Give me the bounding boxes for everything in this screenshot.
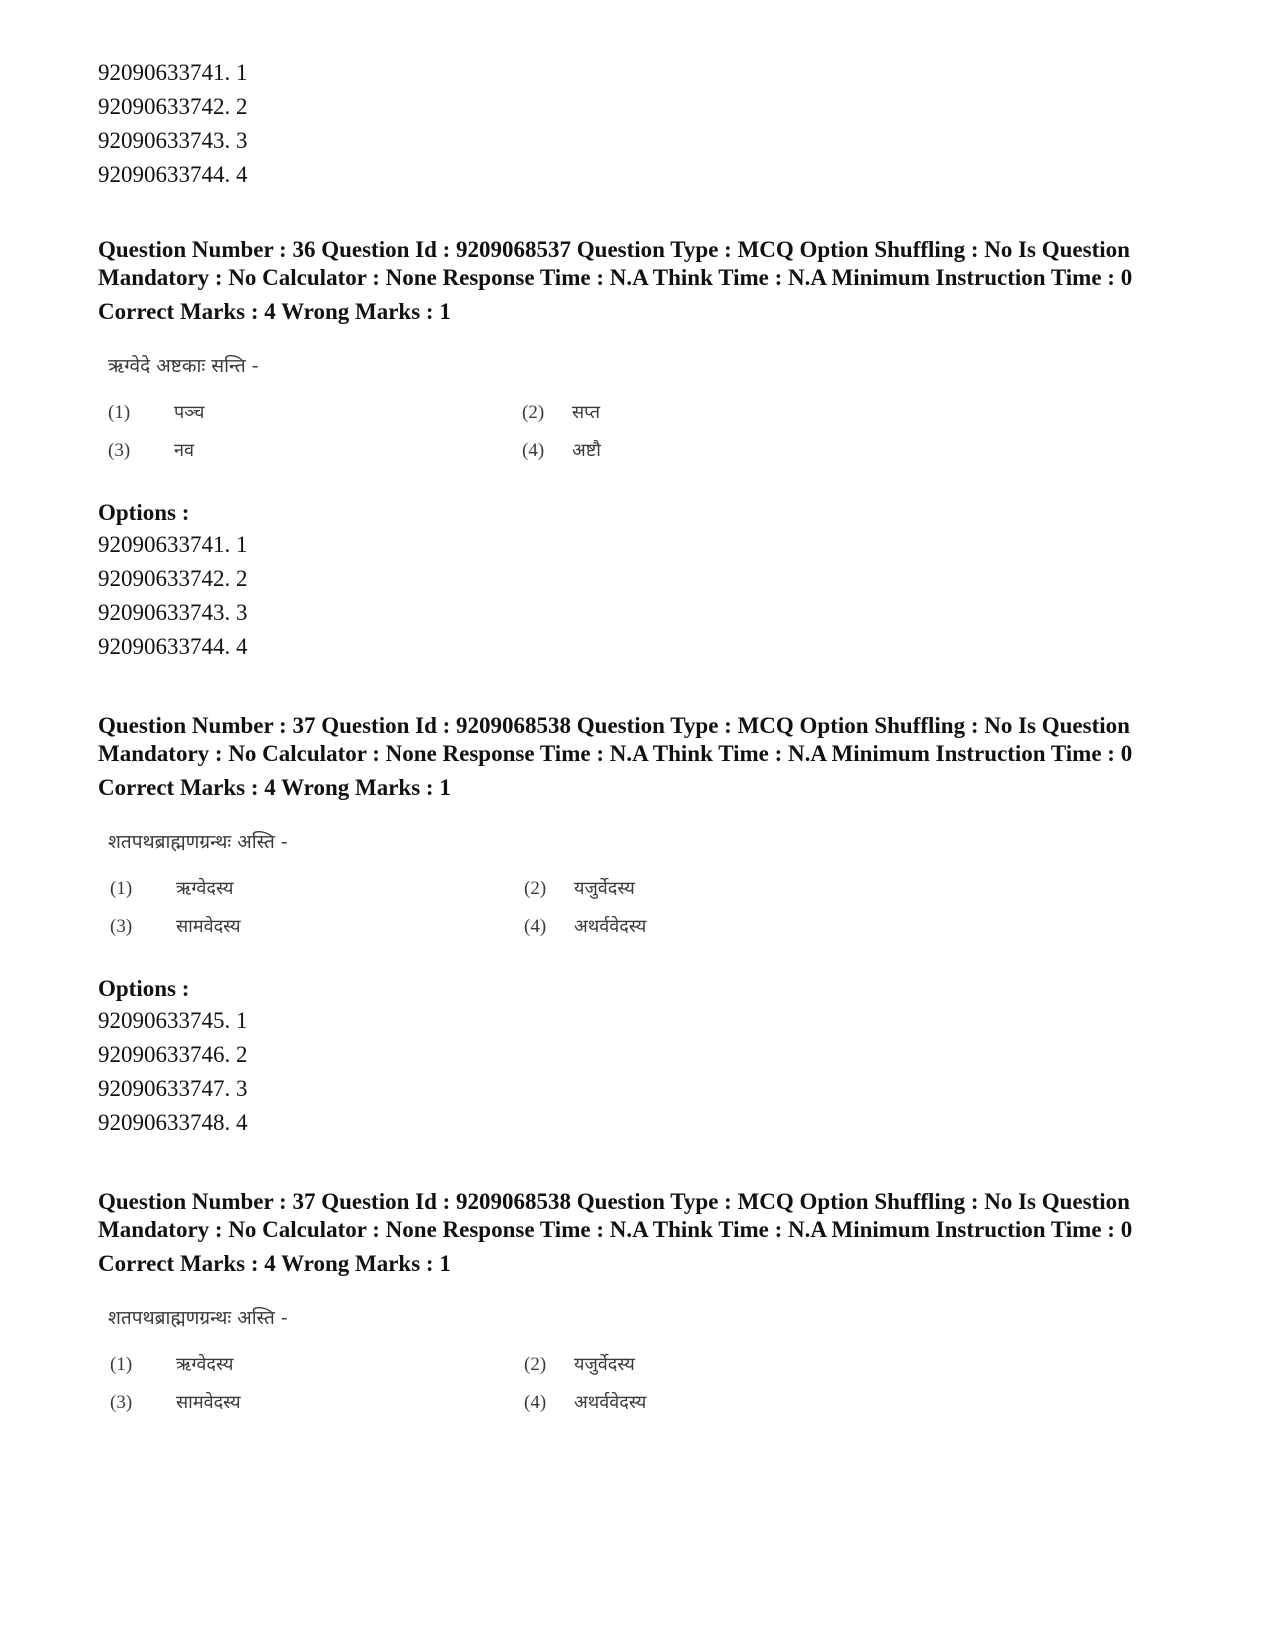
option-line: 92090633742. 2 <box>98 566 248 591</box>
choice-number: (2) <box>524 1354 547 1375</box>
choice-number: (4) <box>524 916 547 937</box>
choice-number: (3) <box>108 440 131 461</box>
question-block-36 <box>98 236 1178 664</box>
choice-4 <box>524 1390 646 1414</box>
option-line: 92090633743. 3 <box>98 128 248 153</box>
option-line: 92090633745. 1 <box>98 1008 248 1033</box>
choice-text: यजुर्वेदस्य <box>574 1354 635 1375</box>
choice-1 <box>110 1352 233 1376</box>
choice-4 <box>522 438 601 462</box>
choice-text: सामवेदस्य <box>176 916 241 937</box>
option-line: 92090633741. 1 <box>98 532 248 557</box>
choice-2 <box>524 1352 635 1376</box>
question-text: शतपथब्राह्मणग्रन्थः अस्ति - <box>108 1307 288 1329</box>
options-label: Options : <box>98 976 190 1001</box>
choice-text: सप्त <box>572 402 600 423</box>
question-block-37-repeat <box>98 1188 1178 1428</box>
top-options-list <box>98 56 1178 192</box>
option-line: 92090633747. 3 <box>98 1076 248 1101</box>
question-text: शतपथब्राह्मणग्रन्थः अस्ति - <box>108 831 288 853</box>
choice-text: यजुर्वेदस्य <box>574 878 635 899</box>
option-line: 92090633744. 4 <box>98 162 248 187</box>
choice-2 <box>524 876 635 900</box>
choice-number: (3) <box>110 916 133 937</box>
option-line: 92090633742. 2 <box>98 94 248 119</box>
choice-text: पञ्च <box>174 402 205 423</box>
question-header: Question Number : 37 Question Id : 9209068538 Question Type : MCQ Option Shuffling : No Is Question Mandatory : No Calculator : None Response Time : N.A Think Time : N.A Minimum Instruction Time : 0 <box>98 713 1133 766</box>
choice-number: (2) <box>524 878 547 899</box>
option-line: 92090633743. 3 <box>98 600 248 625</box>
choice-number: (1) <box>110 1354 133 1375</box>
choice-text: ऋग्वेदस्य <box>176 1354 234 1375</box>
question-header: Question Number : 36 Question Id : 9209068537 Question Type : MCQ Option Shuffling : No Is Question Mandatory : No Calculator : None Response Time : N.A Think Time : N.A Minimum Instruction Time : 0 <box>98 237 1133 290</box>
choice-3 <box>110 1390 241 1414</box>
choice-number: (4) <box>524 1392 547 1413</box>
choice-number: (4) <box>522 440 545 461</box>
question-image <box>98 326 1178 492</box>
choice-text: अष्टौ <box>572 440 601 461</box>
choice-1 <box>110 876 233 900</box>
choice-number: (2) <box>522 402 545 423</box>
option-line: 92090633741. 1 <box>98 60 248 85</box>
question-text: ऋग्वेदे अष्टकाः सन्ति - <box>108 355 259 377</box>
document-page <box>98 56 1178 1428</box>
choice-2 <box>522 400 600 424</box>
question-marks: Correct Marks : 4 Wrong Marks : 1 <box>98 775 451 800</box>
question-marks: Correct Marks : 4 Wrong Marks : 1 <box>98 299 451 324</box>
option-line: 92090633748. 4 <box>98 1110 248 1135</box>
choice-1 <box>108 400 204 424</box>
choice-number: (1) <box>108 402 131 423</box>
choice-3 <box>108 438 194 462</box>
choice-text: सामवेदस्य <box>176 1392 241 1413</box>
option-line: 92090633744. 4 <box>98 634 248 659</box>
choice-4 <box>524 914 646 938</box>
question-image <box>98 1278 1178 1428</box>
choice-number: (3) <box>110 1392 133 1413</box>
options-label: Options : <box>98 500 190 525</box>
question-block-37 <box>98 712 1178 1140</box>
choice-number: (1) <box>110 878 133 899</box>
question-image <box>98 802 1178 968</box>
option-line: 92090633746. 2 <box>98 1042 248 1067</box>
choice-text: ऋग्वेदस्य <box>176 878 234 899</box>
question-header: Question Number : 37 Question Id : 9209068538 Question Type : MCQ Option Shuffling : No Is Question Mandatory : No Calculator : None Response Time : N.A Think Time : N.A Minimum Instruction Time : 0 <box>98 1189 1133 1242</box>
choice-3 <box>110 914 241 938</box>
choice-text: अथर्ववेदस्य <box>574 916 647 937</box>
question-marks: Correct Marks : 4 Wrong Marks : 1 <box>98 1251 451 1276</box>
choice-text: नव <box>174 440 194 461</box>
choice-text: अथर्ववेदस्य <box>574 1392 647 1413</box>
